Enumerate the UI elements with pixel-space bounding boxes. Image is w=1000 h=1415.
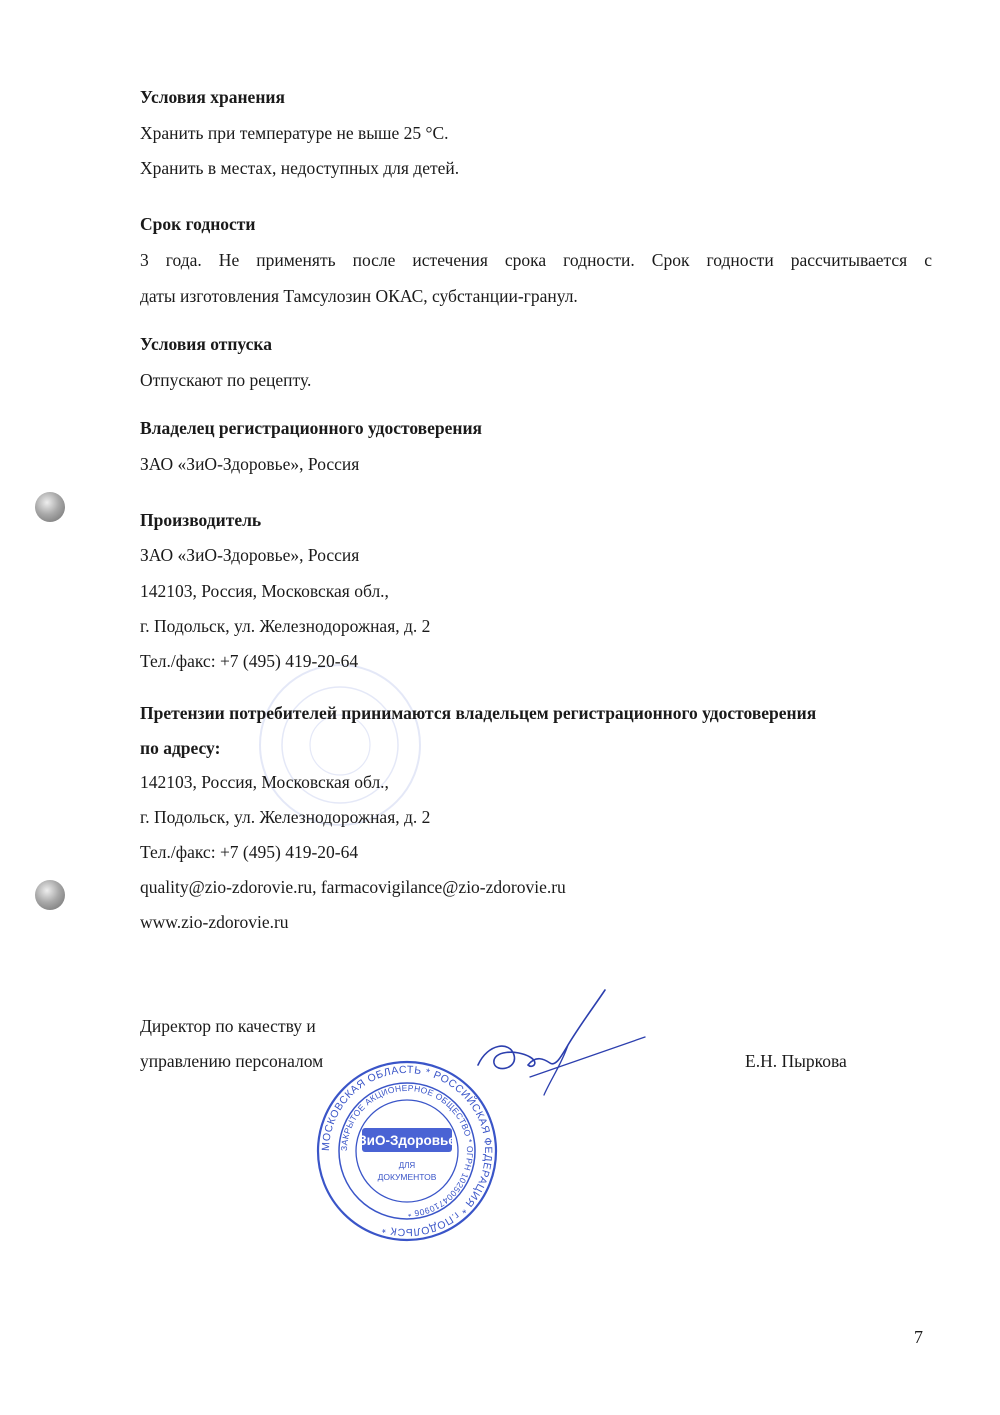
claims-heading-2: по адресу:	[140, 738, 221, 758]
signatory-title-1: Директор по качеству и	[140, 1016, 316, 1036]
manufacturer-phone: Тел./факс: +7 (495) 419-20-64	[140, 651, 359, 671]
shelf-life-line-2: даты изготовления Тамсулозин ОКАС, субстанции-гранул.	[140, 286, 578, 306]
stamp-center-name: ЗиО-Здоровье	[358, 1133, 456, 1148]
manufacturer-name: ЗАО «ЗиО-Здоровье», Россия	[140, 545, 360, 565]
holder-line-1: ЗАО «ЗиО-Здоровье», Россия	[140, 454, 360, 474]
manufacturer-address-1: 142103, Россия, Московская обл.,	[140, 581, 389, 601]
punch-hole-top	[35, 492, 65, 522]
claims-phone: Тел./факс: +7 (495) 419-20-64	[140, 842, 359, 862]
signatory-name: Е.Н. Пыркова	[745, 1051, 847, 1071]
claims-address-1: 142103, Россия, Московская обл.,	[140, 772, 389, 792]
stamp-outer-text: МОСКОВСКАЯ ОБЛАСТЬ * РОССИЙСКАЯ ФЕДЕРАЦИЯ * г.ПОДОЛЬСК *	[319, 1063, 495, 1239]
manufacturer-address-2: г. Подольск, ул. Железнодорожная, д. 2	[140, 616, 431, 636]
stamp-inner-text: ЗАКРЫТОЕ АКЦИОНЕРНОЕ ОБЩЕСТВО * ОГРН 1025004710906 *	[338, 1082, 476, 1220]
dispensing-heading: Условия отпуска	[140, 334, 272, 354]
handwritten-signature	[470, 985, 660, 1110]
faint-stamp-imprint	[255, 660, 425, 830]
signatory-title-2: управлению персоналом	[140, 1051, 324, 1071]
claims-address-2: г. Подольск, ул. Железнодорожная, д. 2	[140, 807, 431, 827]
claims-emails[interactable]: quality@zio-zdorovie.ru, farmacovigilance@zio-zdorovie.ru	[140, 877, 566, 897]
storage-heading: Условия хранения	[140, 87, 285, 107]
storage-line-1: Хранить при температуре не выше 25 °С.	[140, 123, 449, 143]
punch-hole-bottom	[35, 880, 65, 910]
stamp-center-sub-2: ДОКУМЕНТОВ	[377, 1172, 437, 1182]
shelf-life-line-1: 3 года. Не применять после истечения срока годности. Срок годности рассчитывается с	[140, 250, 932, 270]
holder-heading: Владелец регистрационного удостоверения	[140, 418, 483, 438]
manufacturer-heading: Производитель	[140, 510, 262, 530]
stamp-center-sub-1: ДЛЯ	[398, 1161, 416, 1170]
shelf-life-heading: Срок годности	[140, 214, 256, 234]
dispensing-line-1: Отпускают по рецепту.	[140, 370, 312, 390]
claims-website-link[interactable]: www.zio-zdorovie.ru	[140, 912, 289, 932]
claims-heading-1: Претензии потребителей принимаются владельцем регистрационного удостоверения	[140, 703, 817, 723]
storage-line-2: Хранить в местах, недоступных для детей.	[140, 158, 460, 178]
page-number: 7	[914, 1327, 923, 1347]
